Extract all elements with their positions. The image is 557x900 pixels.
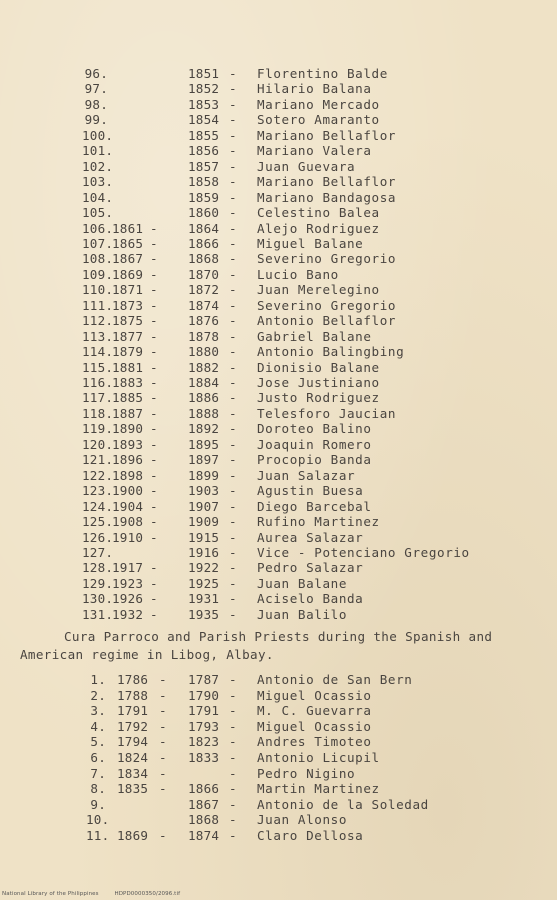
- end-year: 1895: [188, 436, 220, 452]
- end-year: 1823: [188, 734, 220, 750]
- priest-name: Sotero Amaranto: [257, 112, 380, 128]
- start-year: 1869: [112, 266, 144, 282]
- range-dash: -: [150, 591, 158, 607]
- priest-name: Miguel Balane: [257, 235, 364, 251]
- start-year: 1898: [112, 467, 144, 483]
- end-year: 1882: [188, 359, 220, 375]
- range-dash: -: [150, 529, 158, 545]
- end-year: 1903: [188, 483, 220, 499]
- start-year: 1869: [117, 828, 149, 843]
- entry-number: 126.: [82, 529, 114, 545]
- priest-name: Miguel Ocassio: [257, 718, 372, 734]
- priest-name: Antonio Licupil: [257, 750, 380, 765]
- entry-number: 98.: [84, 96, 108, 112]
- priest-name: Miguel Ocassio: [257, 687, 372, 703]
- priest-name: Antonio Bellaflor: [257, 313, 397, 329]
- end-year: 1868: [188, 812, 220, 828]
- range-dash: -: [150, 235, 158, 251]
- end-year: 1868: [188, 251, 220, 267]
- footer-code: HDPD0000350/2096.tif: [114, 891, 181, 897]
- entry-number: 118.: [82, 405, 114, 421]
- priest-name: Antonio de la Soledad: [257, 796, 429, 812]
- start-year: 1917: [112, 560, 144, 576]
- range-dash: -: [229, 205, 237, 221]
- entry-number: 10.: [86, 812, 110, 828]
- start-year: 1835: [117, 781, 149, 797]
- range-dash: -: [229, 405, 237, 421]
- priest-name: Joaquin Romero: [257, 436, 372, 452]
- range-dash: -: [229, 328, 237, 344]
- start-year: 1873: [112, 297, 144, 313]
- priest-name: Florentino Balde: [257, 66, 388, 81]
- priest-name: Juan Alonso: [257, 812, 348, 828]
- entry-number: 101.: [82, 143, 114, 159]
- start-year: 1890: [112, 421, 144, 437]
- range-dash: -: [229, 575, 237, 591]
- range-dash: -: [229, 703, 237, 719]
- range-dash: -: [229, 189, 237, 205]
- start-year: 1908: [112, 514, 144, 530]
- end-year: 1864: [188, 220, 220, 236]
- end-year: 1874: [188, 297, 220, 313]
- entry-number: 109.: [82, 266, 114, 282]
- priest-name: Juan Guevara: [257, 158, 356, 174]
- start-year: 1881: [112, 359, 144, 375]
- end-year: 1852: [188, 81, 220, 97]
- range-dash: -: [229, 828, 237, 843]
- range-dash: -: [229, 606, 237, 622]
- range-dash: -: [229, 591, 237, 607]
- start-year: 1896: [112, 452, 144, 468]
- entry-number: 113.: [82, 328, 114, 344]
- start-year: 1910: [112, 529, 144, 545]
- entry-number: 111.: [82, 297, 114, 313]
- range-dash: -: [150, 560, 158, 576]
- section-intro: [20, 628, 550, 664]
- start-year: 1788: [117, 687, 149, 703]
- end-year: 1880: [188, 344, 220, 360]
- range-dash: -: [159, 718, 167, 734]
- entry-number: 103.: [82, 174, 114, 190]
- end-year: 1886: [188, 390, 220, 406]
- priest-name: Mariano Mercado: [257, 96, 380, 112]
- priest-name: Vice - Potenciano Gregorio: [257, 544, 470, 560]
- end-year: 1856: [188, 143, 220, 159]
- end-year: 1860: [188, 205, 220, 221]
- range-dash: -: [229, 220, 237, 236]
- priest-name: Juan Salazar: [257, 467, 356, 483]
- entry-number: 131.: [82, 606, 114, 622]
- range-dash: -: [150, 390, 158, 406]
- range-dash: -: [229, 750, 237, 765]
- range-dash: -: [159, 687, 167, 703]
- end-year: 1935: [188, 606, 220, 622]
- entry-number: 5.: [90, 734, 106, 750]
- end-year: 1851: [188, 66, 220, 81]
- range-dash: -: [229, 498, 237, 514]
- priest-name: Rufino Martinez: [257, 514, 380, 530]
- range-dash: -: [229, 436, 237, 452]
- entry-number: 125.: [82, 514, 114, 530]
- end-year: 1915: [188, 529, 220, 545]
- range-dash: -: [150, 452, 158, 468]
- range-dash: -: [159, 828, 167, 843]
- priest-name: Aurea Salazar: [257, 529, 364, 545]
- entry-number: 3.: [90, 703, 106, 719]
- end-year: 1859: [188, 189, 220, 205]
- start-year: 1794: [117, 734, 149, 750]
- entry-number: 1.: [90, 672, 106, 687]
- entry-number: 4.: [90, 718, 106, 734]
- priest-name: Hilario Balana: [257, 81, 372, 97]
- range-dash: -: [150, 498, 158, 514]
- range-dash: -: [150, 297, 158, 313]
- priest-name: Andres Timoteo: [257, 734, 372, 750]
- range-dash: -: [159, 750, 167, 765]
- entry-number: 7.: [90, 765, 106, 781]
- range-dash: -: [150, 328, 158, 344]
- range-dash: -: [150, 467, 158, 483]
- range-dash: -: [229, 544, 237, 560]
- range-dash: -: [229, 359, 237, 375]
- range-dash: -: [159, 765, 167, 781]
- entry-number: 99.: [84, 112, 108, 128]
- entry-number: 104.: [82, 189, 114, 205]
- entry-number: 129.: [82, 575, 114, 591]
- range-dash: -: [229, 127, 237, 143]
- end-year: 1853: [188, 96, 220, 112]
- entry-number: 107.: [82, 235, 114, 251]
- start-year: 1900: [112, 483, 144, 499]
- priest-name: Pedro Nigino: [257, 765, 356, 781]
- priest-name: Gabriel Balane: [257, 328, 372, 344]
- range-dash: -: [150, 282, 158, 298]
- entry-number: 122.: [82, 467, 114, 483]
- end-year: 1892: [188, 421, 220, 437]
- range-dash: -: [150, 436, 158, 452]
- end-year: 1791: [188, 703, 220, 719]
- end-year: 1909: [188, 514, 220, 530]
- range-dash: -: [159, 734, 167, 750]
- range-dash: -: [229, 796, 237, 812]
- entry-number: 117.: [82, 390, 114, 406]
- range-dash: -: [150, 359, 158, 375]
- end-year: 1922: [188, 560, 220, 576]
- end-year: 1833: [188, 750, 220, 765]
- entry-number: 123.: [82, 483, 114, 499]
- range-dash: -: [229, 158, 237, 174]
- range-dash: -: [150, 405, 158, 421]
- entry-number: 119.: [82, 421, 114, 437]
- priest-name: Martin Martinez: [257, 781, 380, 797]
- priest-name: Aciselo Banda: [257, 591, 364, 607]
- range-dash: -: [229, 781, 237, 797]
- range-dash: -: [229, 313, 237, 329]
- end-year: 1867: [188, 796, 220, 812]
- range-dash: -: [159, 703, 167, 719]
- priest-name: Mariano Bellaflor: [257, 127, 397, 143]
- range-dash: -: [150, 313, 158, 329]
- entry-number: 121.: [82, 452, 114, 468]
- start-year: 1792: [117, 718, 149, 734]
- priest-name: Agustin Buesa: [257, 483, 364, 499]
- range-dash: -: [229, 344, 237, 360]
- end-year: 1876: [188, 313, 220, 329]
- start-year: 1877: [112, 328, 144, 344]
- range-dash: -: [150, 606, 158, 622]
- priest-name: Severino Gregorio: [257, 251, 397, 267]
- priest-name: Mariano Valera: [257, 143, 372, 159]
- start-year: 1861: [112, 220, 144, 236]
- range-dash: -: [229, 174, 237, 190]
- entry-number: 128.: [82, 560, 114, 576]
- end-year: 1897: [188, 452, 220, 468]
- start-year: 1883: [112, 375, 144, 390]
- range-dash: -: [159, 672, 167, 687]
- range-dash: -: [150, 344, 158, 360]
- start-year: 1904: [112, 498, 144, 514]
- end-year: 1931: [188, 591, 220, 607]
- range-dash: -: [159, 781, 167, 797]
- range-dash: -: [229, 297, 237, 313]
- entry-number: 100.: [82, 127, 114, 143]
- range-dash: -: [229, 718, 237, 734]
- end-year: 1874: [188, 828, 220, 843]
- entry-number: 2.: [90, 687, 106, 703]
- start-year: 1871: [112, 282, 144, 298]
- end-year: 1787: [188, 672, 220, 687]
- range-dash: -: [229, 514, 237, 530]
- range-dash: -: [150, 421, 158, 437]
- priest-name: Dionisio Balane: [257, 359, 380, 375]
- entry-number: 102.: [82, 158, 114, 174]
- entry-number: 108.: [82, 251, 114, 267]
- footer: [2, 891, 194, 897]
- priest-name: Mariano Bandagosa: [257, 189, 397, 205]
- range-dash: -: [229, 529, 237, 545]
- entry-number: 112.: [82, 313, 114, 329]
- range-dash: -: [229, 452, 237, 468]
- priest-name: Claro Dellosa: [257, 828, 364, 843]
- start-year: 1893: [112, 436, 144, 452]
- start-year: 1791: [117, 703, 149, 719]
- end-year: 1866: [188, 781, 220, 797]
- priest-name: Celestino Balea: [257, 205, 380, 221]
- entry-number: 120.: [82, 436, 114, 452]
- end-year: 1858: [188, 174, 220, 190]
- end-year: 1793: [188, 718, 220, 734]
- range-dash: -: [229, 390, 237, 406]
- start-year: 1875: [112, 313, 144, 329]
- entry-number: 105.: [82, 205, 114, 221]
- end-year: 1888: [188, 405, 220, 421]
- range-dash: -: [229, 112, 237, 128]
- start-year: 1867: [112, 251, 144, 267]
- end-year: 1854: [188, 112, 220, 128]
- priest-name: Procopio Banda: [257, 452, 372, 468]
- start-year: 1923: [112, 575, 144, 591]
- range-dash: -: [229, 66, 237, 81]
- range-dash: -: [229, 266, 237, 282]
- start-year: 1926: [112, 591, 144, 607]
- entry-number: 130.: [82, 591, 114, 607]
- end-year: 1925: [188, 575, 220, 591]
- end-year: 1916: [188, 544, 220, 560]
- entry-number: 6.: [90, 750, 106, 765]
- entry-number: 114.: [82, 344, 114, 360]
- start-year: 1834: [117, 765, 149, 781]
- entry-number: 116.: [82, 375, 114, 390]
- end-year: 1790: [188, 687, 220, 703]
- end-year: 1866: [188, 235, 220, 251]
- priest-name: Lucio Bano: [257, 266, 339, 282]
- start-year: 1865: [112, 235, 144, 251]
- range-dash: -: [229, 812, 237, 828]
- range-dash: -: [150, 575, 158, 591]
- end-year: 1878: [188, 328, 220, 344]
- priest-name: Antonio de San Bern: [257, 672, 413, 687]
- entry-number: 11.: [86, 828, 110, 843]
- entry-number: 8.: [90, 781, 106, 797]
- range-dash: -: [229, 251, 237, 267]
- entry-number: 9.: [90, 796, 106, 812]
- range-dash: -: [229, 672, 237, 687]
- range-dash: -: [150, 251, 158, 267]
- range-dash: -: [229, 467, 237, 483]
- range-dash: -: [150, 483, 158, 499]
- range-dash: -: [229, 734, 237, 750]
- range-dash: -: [229, 282, 237, 298]
- priest-name: Antonio Balingbing: [257, 344, 405, 360]
- priest-name: Pedro Salazar: [257, 560, 364, 576]
- priest-name: Diego Barcebal: [257, 498, 372, 514]
- priest-name: Jose Justiniano: [257, 375, 380, 390]
- start-year: 1932: [112, 606, 144, 622]
- priest-name: M. C. Guevarra: [257, 703, 372, 719]
- priest-name: Juan Balane: [257, 575, 348, 591]
- entry-number: 97.: [84, 81, 108, 97]
- entry-number: 96.: [84, 66, 108, 81]
- priest-name: Telesforo Jaucian: [257, 405, 397, 421]
- range-dash: -: [229, 96, 237, 112]
- range-dash: -: [229, 81, 237, 97]
- footer-library: National Library of the Philippines: [2, 891, 99, 897]
- priest-name: Juan Merelegino: [257, 282, 380, 298]
- intro-line-1: Cura Parroco and Parish Priests during the Spanish and: [64, 629, 493, 644]
- start-year: 1786: [117, 672, 149, 687]
- entry-number: 127.: [82, 544, 114, 560]
- range-dash: -: [150, 266, 158, 282]
- range-dash: -: [229, 483, 237, 499]
- range-dash: -: [229, 687, 237, 703]
- priest-name: Doroteo Balino: [257, 421, 372, 437]
- start-year: 1824: [117, 750, 149, 765]
- end-year: 1872: [188, 282, 220, 298]
- priest-name: Mariano Bellaflor: [257, 174, 397, 190]
- end-year: 1857: [188, 158, 220, 174]
- entry-number: 115.: [82, 359, 114, 375]
- range-dash: -: [150, 220, 158, 236]
- entry-number: 124.: [82, 498, 114, 514]
- priest-name: Alejo Rodriguez: [257, 220, 380, 236]
- intro-line-2: American regime in Libog, Albay.: [20, 647, 274, 662]
- end-year: 1855: [188, 127, 220, 143]
- end-year: 1907: [188, 498, 220, 514]
- range-dash: -: [229, 235, 237, 251]
- entry-number: 110.: [82, 282, 114, 298]
- priest-name: Severino Gregorio: [257, 297, 397, 313]
- range-dash: -: [150, 375, 158, 390]
- priest-name: Justo Rodriguez: [257, 390, 380, 406]
- start-year: 1887: [112, 405, 144, 421]
- end-year: 1870: [188, 266, 220, 282]
- priest-name: Juan Balilo: [257, 606, 348, 622]
- range-dash: -: [229, 560, 237, 576]
- range-dash: -: [229, 421, 237, 437]
- end-year: 1899: [188, 467, 220, 483]
- range-dash: -: [150, 514, 158, 530]
- range-dash: -: [229, 375, 237, 390]
- end-year: 1884: [188, 375, 220, 390]
- entry-number: 106.: [82, 220, 114, 236]
- start-year: 1885: [112, 390, 144, 406]
- range-dash: -: [229, 143, 237, 159]
- range-dash: -: [229, 765, 237, 781]
- start-year: 1879: [112, 344, 144, 360]
